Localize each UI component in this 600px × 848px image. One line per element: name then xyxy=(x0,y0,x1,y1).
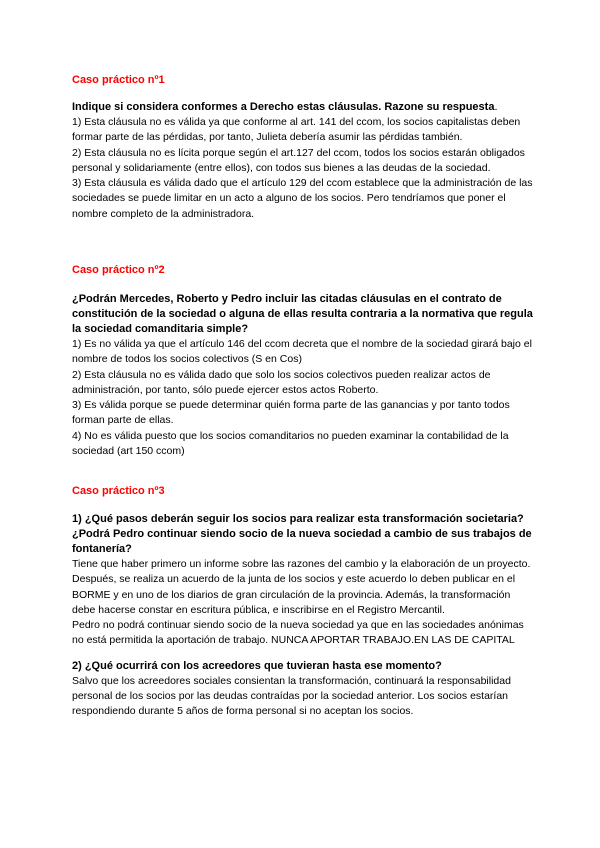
case3-answer-2 xyxy=(72,674,534,720)
case3-section xyxy=(72,512,534,720)
case2-answer-1: 1) Es no válida ya que el artículo 146 del ccom decreta que el nombre de la sociedad girará bajo el nombre de todos los socios colectivos (S en Cos) xyxy=(72,338,532,366)
case1-answer-2: 2) Esta cláusula no es lícita porque según el art.127 del ccom, todos los socios estarán obligados personal y solidariamente (entre ellos), con todos sus bienes a las deudas de la sociedad. xyxy=(72,146,525,174)
case2-answer-3: 3) Es válida porque se puede determinar quién forma parte de las ganancias y por tanto todos forman parte de ellas. xyxy=(72,399,510,427)
case2-question: ¿Podrán Mercedes, Roberto y Pedro incluir las citadas cláusulas en el contrato de constitución de la sociedad o alguna de ellas resulta contraria a la normativa que regula la sociedad comanditaria simple? xyxy=(72,293,533,335)
case2-answer-2: 2) Esta cláusula no es válida dado que solo los socios colectivos pueden realizar actos de administración, por tanto, sólo puede ejercer estos actos Roberto. xyxy=(72,368,491,396)
case3-title: Caso práctico nº3 xyxy=(72,485,165,497)
case3-answer-1 xyxy=(72,557,534,649)
case1-answers xyxy=(72,115,534,222)
case3-answer-1a: Tiene que haber primero un informe sobre las razones del cambio y la elaboración de un proyecto. Después, se realiza un acuerdo de la junta de los socios y este acuerdo lo deben publicar en el BORME y en uno de los diarios de gran circulación de la provincia. Además, la transformación debe hacerse constar en escritura pública, e inscribirse en el Registro Mercantil. xyxy=(72,558,531,616)
case2-answer-4: 4) No es válida puesto que los socios comanditarios no pueden examinar la contabilidad de la sociedad (art 150 ccom) xyxy=(72,429,509,458)
case3-answer-1b: Pedro no podrá continuar siendo socio de la nueva sociedad ya que en las sociedades anónimas no está permitida la aportación de trabajo. NUNCA APORTAR TRABAJO.EN LAS DE CAPITAL xyxy=(72,619,524,647)
case2-section xyxy=(72,292,534,459)
case1-answer-3: 3) Esta cláusula es válida dado que el artículo 129 del ccom establece que la administración de las sociedades se puede limitar en un acto a alguno de los socios. Pero tendríamos que poner el nombre completo de la administradora. xyxy=(72,177,533,220)
case1-section xyxy=(72,100,534,222)
case1-question: Indique si considera conformes a Derecho estas cláusulas. Razone su respuesta. xyxy=(72,101,498,113)
case2-answers xyxy=(72,337,534,459)
case1-answer-1: 1) Esta cláusula no es válida ya que conforme al art. 141 del ccom, los socios capitalistas deben formar parte de las pérdidas, por tanto, Julieta debería asumir las pérdidas también. xyxy=(72,116,521,144)
case2-title: Caso práctico nº2 xyxy=(72,264,165,276)
case3-question-1: 1) ¿Qué pasos deberán seguir los socios para realizar esta transformación societaria? ¿Podrá Pedro continuar siendo socio de la nueva sociedad a cambio de sus trabajos de fontanería? xyxy=(72,513,532,555)
case1-title: Caso práctico nº1 xyxy=(72,74,165,86)
case3-answer-2-text: Salvo que los acreedores sociales consientan la transformación, continuará la responsabilidad personal de los socios por las deudas contraídas por la sociedad anterior. Los socios estarían respondiendo durante 5 años de forma personal si no aceptan los socios. xyxy=(72,674,511,718)
case3-question-2: 2) ¿Qué ocurrirá con los acreedores que tuvieran hasta ese momento? xyxy=(72,659,442,672)
